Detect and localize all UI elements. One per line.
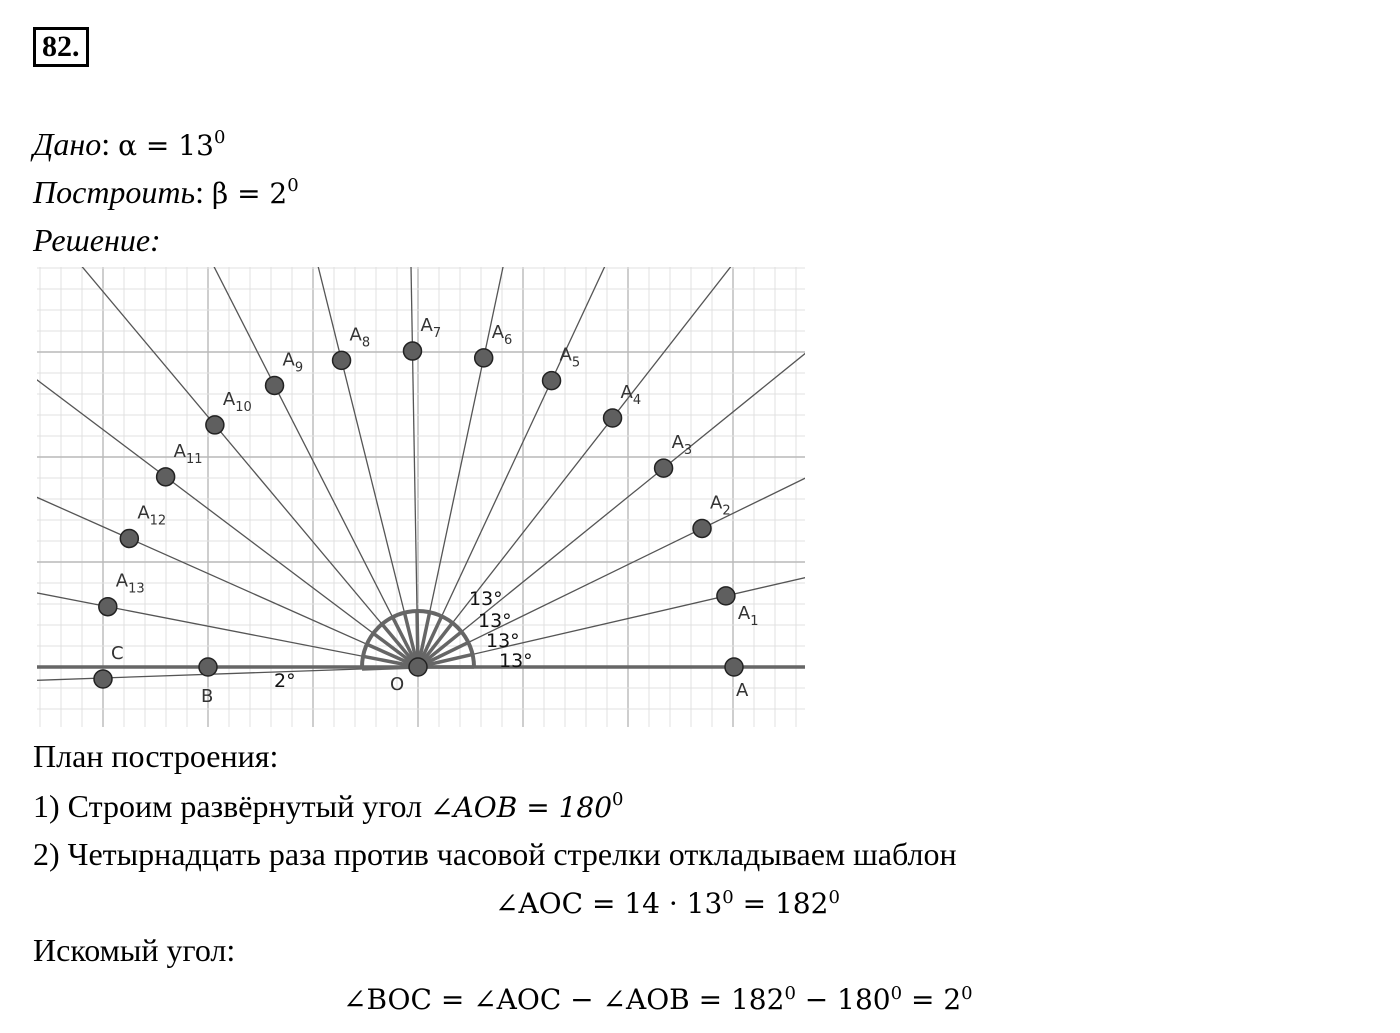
equation-boc-part-a: ∠BOC = ∠AOC − ∠AOB = 182 bbox=[343, 983, 785, 1016]
construct-label: Построить bbox=[33, 174, 196, 210]
given-expr-sup: 0 bbox=[213, 127, 226, 148]
point-A10 bbox=[206, 416, 224, 434]
construct-line: Построить: $\beta = 2^0$ bbox=[33, 174, 299, 210]
construct-expr-text: β = 2 bbox=[211, 177, 288, 210]
equation-boc bbox=[343, 980, 973, 1020]
angle-label-13: 13° bbox=[478, 610, 512, 632]
point-A2 bbox=[693, 519, 711, 537]
point-A8 bbox=[333, 351, 351, 369]
point-A9 bbox=[266, 376, 284, 394]
point-label-A6: $A_6$ bbox=[491, 321, 513, 348]
equation-boc-sup-b: 0 bbox=[890, 983, 903, 1004]
ray-7 bbox=[402, 267, 418, 667]
point-A11 bbox=[157, 468, 175, 486]
equation-aoc-part-b: = 182 bbox=[733, 887, 829, 920]
solution-label: Решение: bbox=[33, 222, 161, 258]
point-B bbox=[199, 658, 217, 676]
point-A13 bbox=[99, 598, 117, 616]
plan-step-1-math bbox=[430, 791, 623, 824]
point-A7 bbox=[403, 342, 421, 360]
plan-step-1-sup: 0 bbox=[612, 789, 624, 810]
angle-label-2: 2° bbox=[274, 670, 296, 692]
point-label-A7: $A_7$ bbox=[420, 315, 442, 342]
problem-number: 82. bbox=[33, 27, 89, 67]
point-A1 bbox=[717, 587, 735, 605]
ray-8 bbox=[200, 267, 418, 667]
given-label: Дано bbox=[33, 126, 102, 162]
ray-12 bbox=[37, 301, 418, 667]
point-label-A3: $A_3$ bbox=[671, 432, 693, 459]
point-label-A13: $A_{13}$ bbox=[115, 570, 145, 597]
point-A3 bbox=[655, 459, 673, 477]
point-label-A9: $A_9$ bbox=[282, 349, 304, 376]
plan-title: План построения: bbox=[33, 738, 279, 774]
plan-step-1-math-text: ∠AOB = 180 bbox=[430, 791, 613, 824]
angle-label-13: 13° bbox=[469, 588, 503, 610]
answer-title: Искомый угол: bbox=[33, 932, 236, 968]
equation-boc-sup-c: 0 bbox=[961, 983, 973, 1004]
construct-expr-sup: 0 bbox=[287, 175, 299, 196]
point-A5 bbox=[543, 372, 561, 390]
ray-1 bbox=[418, 465, 805, 667]
point-label-A1: $A_1$ bbox=[737, 602, 759, 629]
angle-label-13: 13° bbox=[499, 650, 533, 672]
plan-step-1 bbox=[33, 786, 623, 828]
equation-aoc-part-a: ∠AOC = 14 · 13 bbox=[495, 887, 723, 920]
point-label-A2: $A_2$ bbox=[710, 492, 731, 519]
equation-boc-sup-a: 0 bbox=[784, 983, 796, 1004]
point-label-A10: $A_{10}$ bbox=[222, 388, 252, 415]
given-expression bbox=[118, 129, 225, 162]
angle-label-13: 13° bbox=[486, 630, 520, 652]
given-line: Дано: $\alpha = 13^0$ bbox=[33, 126, 226, 162]
construction-figure bbox=[37, 267, 805, 727]
point-A bbox=[725, 658, 743, 676]
point-label-A: A bbox=[736, 680, 749, 701]
point-A6 bbox=[475, 349, 493, 367]
point-label-C: C bbox=[111, 643, 124, 664]
equation-aoc bbox=[495, 884, 840, 924]
plan-step-1-text: 1) Строим развёрнутый угол bbox=[33, 788, 431, 824]
point-O bbox=[409, 658, 427, 676]
point-label-A5: $A_5$ bbox=[559, 344, 581, 371]
equation-boc-part-b: − 180 bbox=[795, 983, 891, 1016]
point-A4 bbox=[604, 409, 622, 427]
point-label-A11: $A_{11}$ bbox=[173, 440, 203, 467]
point-A12 bbox=[120, 529, 138, 547]
point-label-A8: $A_8$ bbox=[349, 324, 371, 351]
point-label-A4: $A_4$ bbox=[620, 381, 642, 408]
point-label-O: O bbox=[390, 674, 405, 695]
point-label-B: B bbox=[201, 686, 214, 707]
point-label-A12: $A_{12}$ bbox=[137, 502, 167, 529]
equation-boc-part-c: = 2 bbox=[902, 983, 962, 1016]
point-C bbox=[94, 670, 112, 688]
given-expr-text: α = 13 bbox=[118, 129, 214, 162]
construction-diagram bbox=[37, 267, 805, 727]
construct-expression bbox=[212, 177, 299, 210]
equation-aoc-sup-b: 0 bbox=[828, 887, 840, 908]
equation-aoc-sup-a: 0 bbox=[722, 887, 734, 908]
plan-step-2: 2) Четырнадцать раза против часовой стрелки откладываем шаблон bbox=[33, 836, 957, 872]
